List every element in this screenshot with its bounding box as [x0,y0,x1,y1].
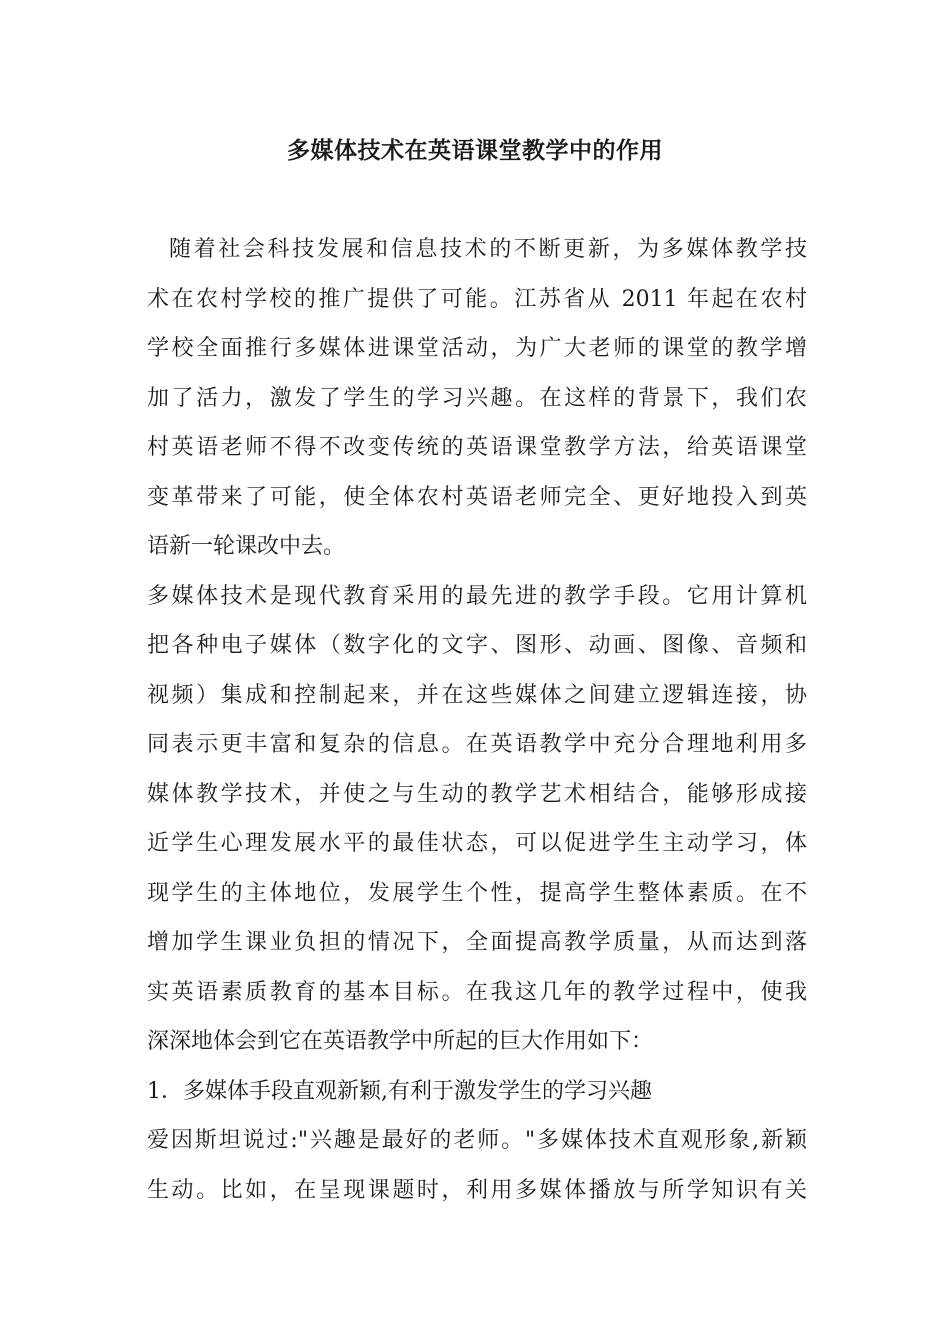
paragraph-line: 爱因斯坦说过:"兴趣是最好的老师。"多媒体技术直观形象,新颖 [147,1128,807,1153]
document-title: 多媒体技术在英语课堂教学中的作用 [287,137,663,164]
paragraph-line: 同表示更丰富和复杂的信息。在英语教学中充分合理地利用多 [147,732,807,757]
paragraph-line: 加了活力，激发了学生的学习兴趣。在这样的背景下，我们农 [147,385,807,411]
paragraph-line: 多媒体技术是现代教育采用的最先进的教学手段。它用计算机 [147,583,807,609]
paragraph-line: 增加学生课业负担的情况下，全面提高教学质量，从而达到落 [147,930,807,955]
paragraph-line: 随着社会科技发展和信息技术的不断更新，为多媒体教学技 [169,237,807,262]
paragraph-line: 生动。比如，在呈现课题时，利用多媒体播放与所学知识有关 [147,1177,807,1203]
paragraph-line: 学校全面推行多媒体进课堂活动，为广大老师的课堂的教学增 [147,336,807,361]
paragraph-line: 变革带来了可能，使全体农村英语老师完全、更好地投入到英 [147,484,807,510]
paragraph-line: 近学生心理发展水平的最佳状态，可以促进学生主动学习，体 [147,831,807,856]
paragraph-line: 深深地体会到它在英语教学中所起的巨大作用如下： [147,1029,654,1054]
paragraph-line: 视频）集成和控制起来，并在这些媒体之间建立逻辑连接，协 [147,682,807,708]
section-heading: 1．多媒体手段直观新颖,有利于激发学生的学习兴趣 [147,1078,652,1104]
paragraph-line: 村英语老师不得不改变传统的英语课堂教学方法，给英语课堂 [147,435,807,460]
paragraph-line: 把各种电子媒体（数字化的文字、图形、动画、图像、音频和 [147,633,807,658]
paragraph-line: 术在农村学校的推广提供了可能。江苏省从 2011 年起在农村 [147,286,807,312]
paragraph-line: 现学生的主体地位，发展学生个性，提高学生整体素质。在不 [147,880,807,906]
paragraph-line: 实英语素质教育的基本目标。在我这几年的教学过程中，使我 [147,979,807,1005]
paragraph-line: 媒体教学技术，并使之与生动的教学艺术相结合，能够形成接 [147,781,807,807]
paragraph-line: 语新一轮课改中去。 [147,534,346,559]
document-body [147,232,807,1222]
